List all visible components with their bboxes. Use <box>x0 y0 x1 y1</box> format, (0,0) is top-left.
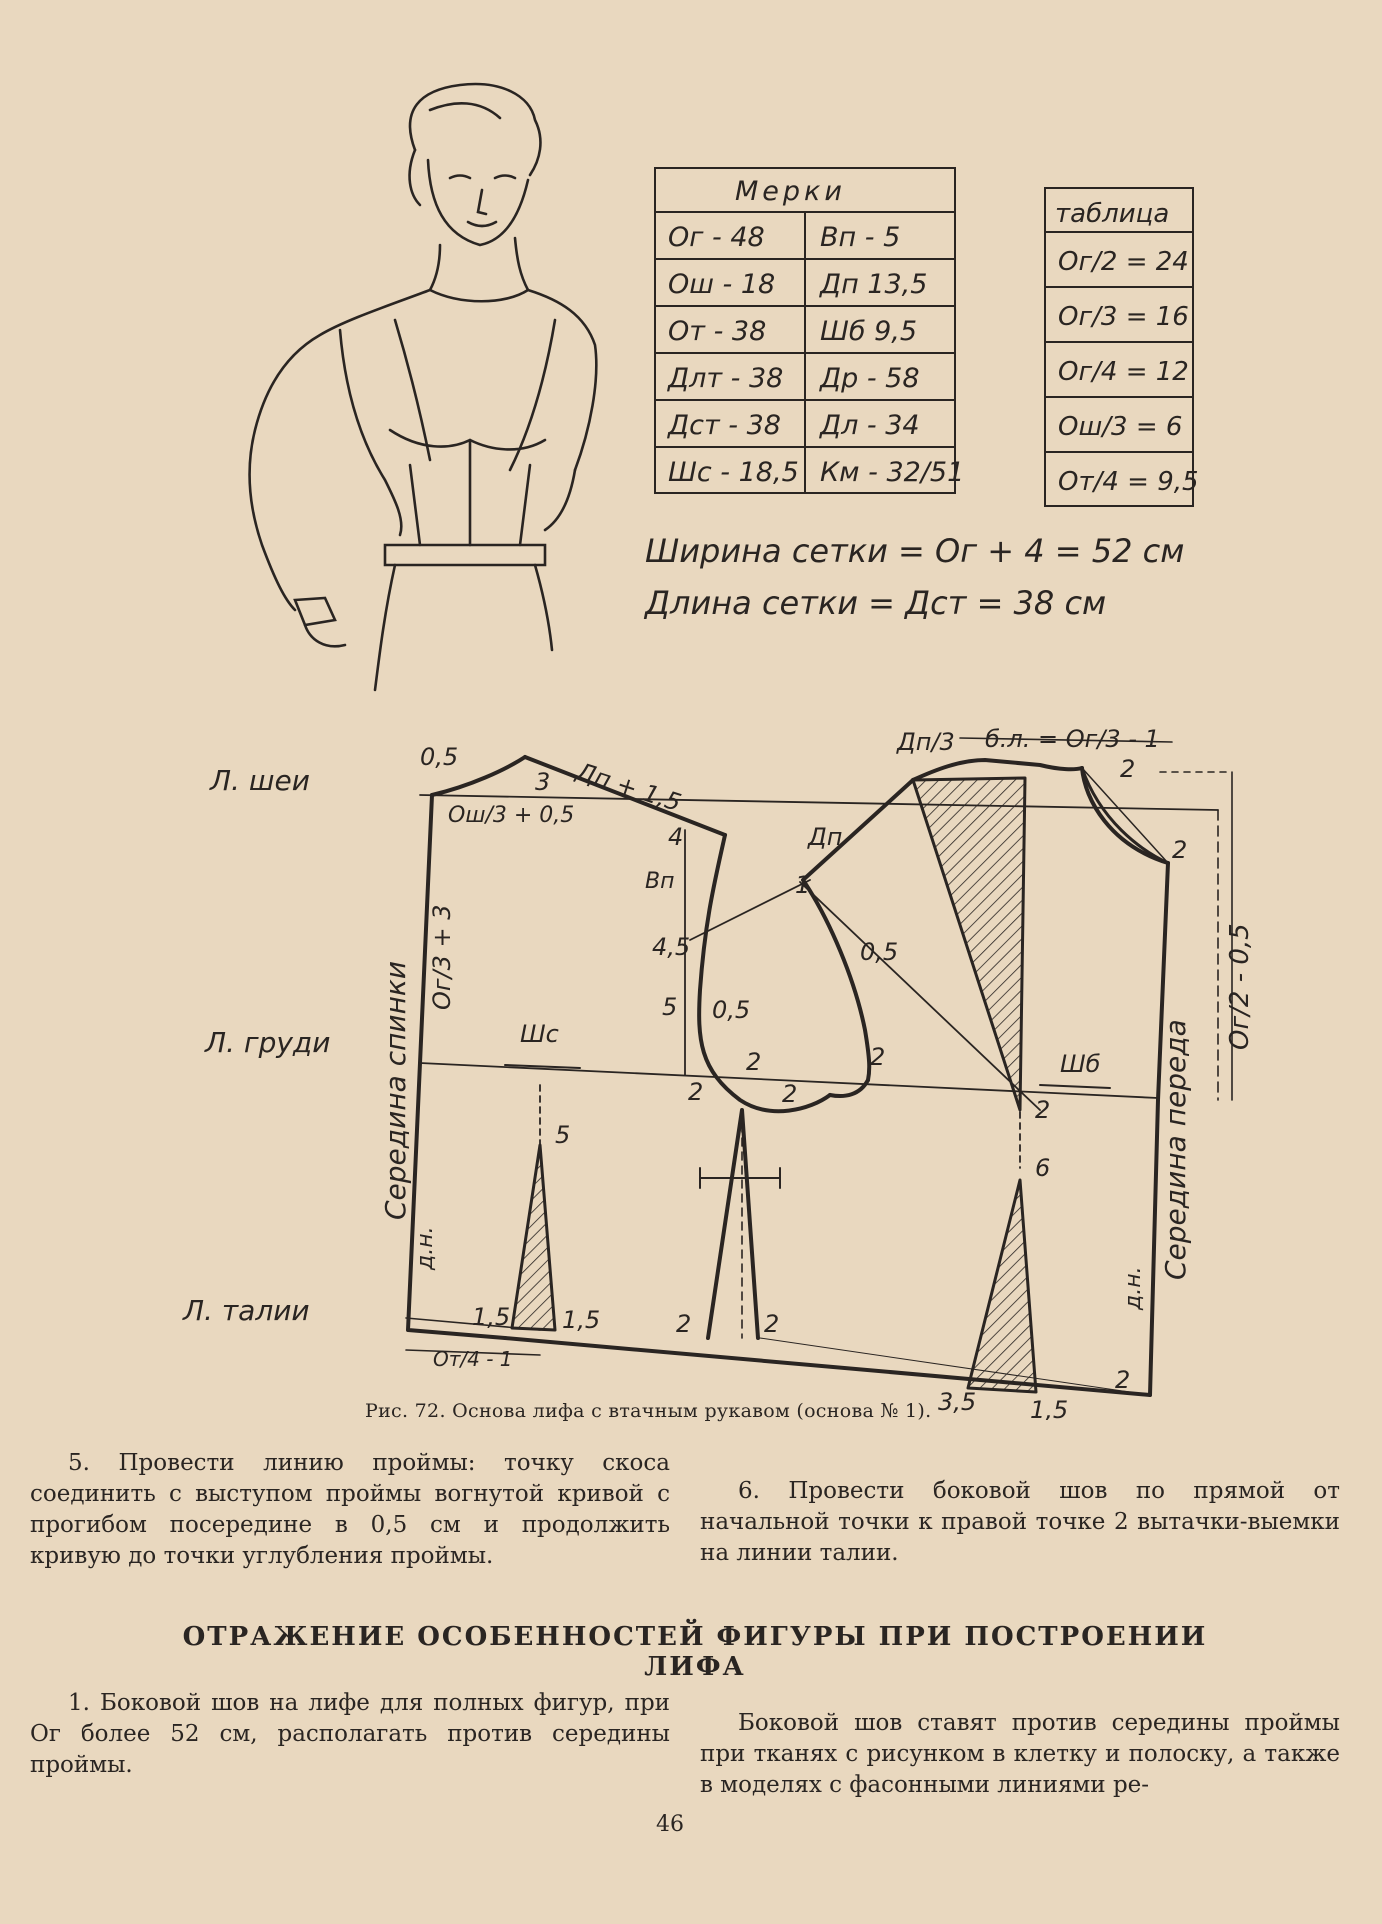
center-front-label: Середина переда <box>1159 1019 1192 1280</box>
dn-label-back: д.н. <box>413 1226 438 1270</box>
back-width-formula: Ог/3 + 3 <box>428 904 456 1010</box>
figure-caption: Рис. 72. Основа лифа с втачным рукавом (основа № 1). <box>365 1400 932 1422</box>
val-3: 3 <box>535 768 551 796</box>
neck-front-formula: б.л. = Ог/3 - 1 <box>985 725 1160 753</box>
val-15-a: 1,5 <box>472 1303 511 1331</box>
meas-r0-c1: Вп - 5 <box>820 222 901 253</box>
measurements-table-text <box>667 176 964 488</box>
val-4: 4 <box>668 823 684 851</box>
val-15-c: 1,5 <box>1030 1396 1069 1420</box>
section-heading: ОТРАЖЕНИЕ ОСОБЕННОСТЕЙ ФИГУРЫ ПРИ ПОСТРОЕНИИ ЛИФА <box>182 1622 1208 1682</box>
val-05-front: 0,5 <box>860 938 899 966</box>
step-5-text: 5. Провести линию проймы: точку скоса соединить с выступом проймы вогнутой кривой с прогибом посередине в 0,5 см и продолжить кривую до точки углубления проймы. <box>30 1450 670 1569</box>
neck-line-label: Л. шеи <box>210 764 310 797</box>
ratio-row-1: Ог/3 = 16 <box>1058 302 1189 332</box>
grid-length-formula: Длина сетки = Дст = 38 см <box>645 584 1107 622</box>
grid-width-formula: Ширина сетки = Ог + 4 = 52 см <box>645 532 1185 570</box>
ratio-row-2: Ог/4 = 12 <box>1058 357 1189 387</box>
meas-r4-c1: Дл - 34 <box>820 410 920 441</box>
shs-label: Шс <box>520 1020 559 1048</box>
grid-formulas <box>643 532 1184 622</box>
dart-back-label: От/4 - 1 <box>433 1347 513 1371</box>
dp-label: Дп <box>808 823 843 851</box>
val-2-front-dart: 2 <box>1035 1096 1051 1124</box>
val-05-mid: 0,5 <box>712 996 751 1024</box>
val-2-b: 2 <box>870 1043 886 1071</box>
step-6-column <box>700 1476 1340 1569</box>
paragraph-1-column <box>30 1688 670 1781</box>
step-6-text: 6. Провести боковой шов по прямой от начальной точки к правой точке 2 вытачки-выемки на линии талии. <box>700 1478 1340 1566</box>
meas-r2-c0: От - 38 <box>668 316 767 347</box>
dp3-label: Дп/3 <box>897 728 955 756</box>
val-05-top: 0,5 <box>420 743 459 771</box>
val-15-b: 1,5 <box>562 1306 601 1334</box>
val-2-neck: 2 <box>1172 836 1188 864</box>
paragraph-2-text: Боковой шов ставят против середины проймы при тканях с рисунком в клетку и полоску, а также в моделях с фасонными линиями ре- <box>700 1710 1340 1798</box>
val-35: 3,5 <box>938 1388 977 1416</box>
center-back-label: Середина спинки <box>379 960 412 1220</box>
page-number: 46 <box>656 1812 684 1837</box>
val-2-neck-b: 2 <box>1120 755 1136 783</box>
vp-label: Вп <box>645 869 675 894</box>
ratio-title: таблица <box>1055 199 1170 229</box>
ratio-row-4: От/4 = 9,5 <box>1058 467 1199 497</box>
meas-r5-c0: Шс - 18,5 <box>668 457 799 488</box>
meas-r2-c1: Шб 9,5 <box>820 316 918 347</box>
meas-r0-c0: Ог - 48 <box>668 222 765 253</box>
val-2-side-a: 2 <box>676 1310 692 1338</box>
figure-illustration <box>250 84 597 690</box>
pattern-labels <box>182 725 1255 1420</box>
ratio-table <box>1045 188 1193 506</box>
val-2-d: 2 <box>782 1080 798 1108</box>
meas-r5-c1: Км - 32/51 <box>820 457 965 488</box>
meas-r1-c0: Ош - 18 <box>668 269 776 300</box>
val-5: 5 <box>662 993 678 1021</box>
chest-line-label: Л. груди <box>205 1026 331 1059</box>
step-5-column <box>30 1448 670 1572</box>
ratio-row-3: Ош/3 = 6 <box>1058 412 1183 442</box>
paragraph-2-column <box>700 1708 1340 1801</box>
meas-r3-c0: Длт - 38 <box>668 363 784 394</box>
val-2-side-b: 2 <box>764 1310 780 1338</box>
shoulder-back-label: Дп + 1,5 <box>573 757 685 818</box>
val-1: 1 <box>795 871 811 899</box>
meas-r1-c1: Дп 13,5 <box>820 269 928 300</box>
ratio-row-0: Ог/2 = 24 <box>1058 247 1189 277</box>
val-6-dart: 6 <box>1035 1154 1051 1182</box>
neck-back-formula: Ош/3 + 0,5 <box>448 803 575 828</box>
dn-label-front: д.н. <box>1121 1266 1146 1310</box>
val-5-dart: 5 <box>555 1121 571 1149</box>
meas-r3-c1: Др - 58 <box>820 363 920 394</box>
front-height-formula: Ог/2 - 0,5 <box>1225 923 1255 1050</box>
paragraph-1-text: 1. Боковой шов на лифе для полных фигур, при Ог более 52 см, располагать против середины проймы. <box>30 1690 670 1778</box>
val-2-a: 2 <box>746 1048 762 1076</box>
measurements-title: Мерки <box>735 176 846 207</box>
val-2-hem: 2 <box>1115 1366 1131 1394</box>
val-45: 4,5 <box>652 933 691 961</box>
val-2-c: 2 <box>688 1078 704 1106</box>
waist-line-label: Л. талии <box>183 1294 310 1327</box>
shb-label: Шб <box>1060 1050 1101 1078</box>
meas-r4-c0: Дст - 38 <box>668 410 781 441</box>
